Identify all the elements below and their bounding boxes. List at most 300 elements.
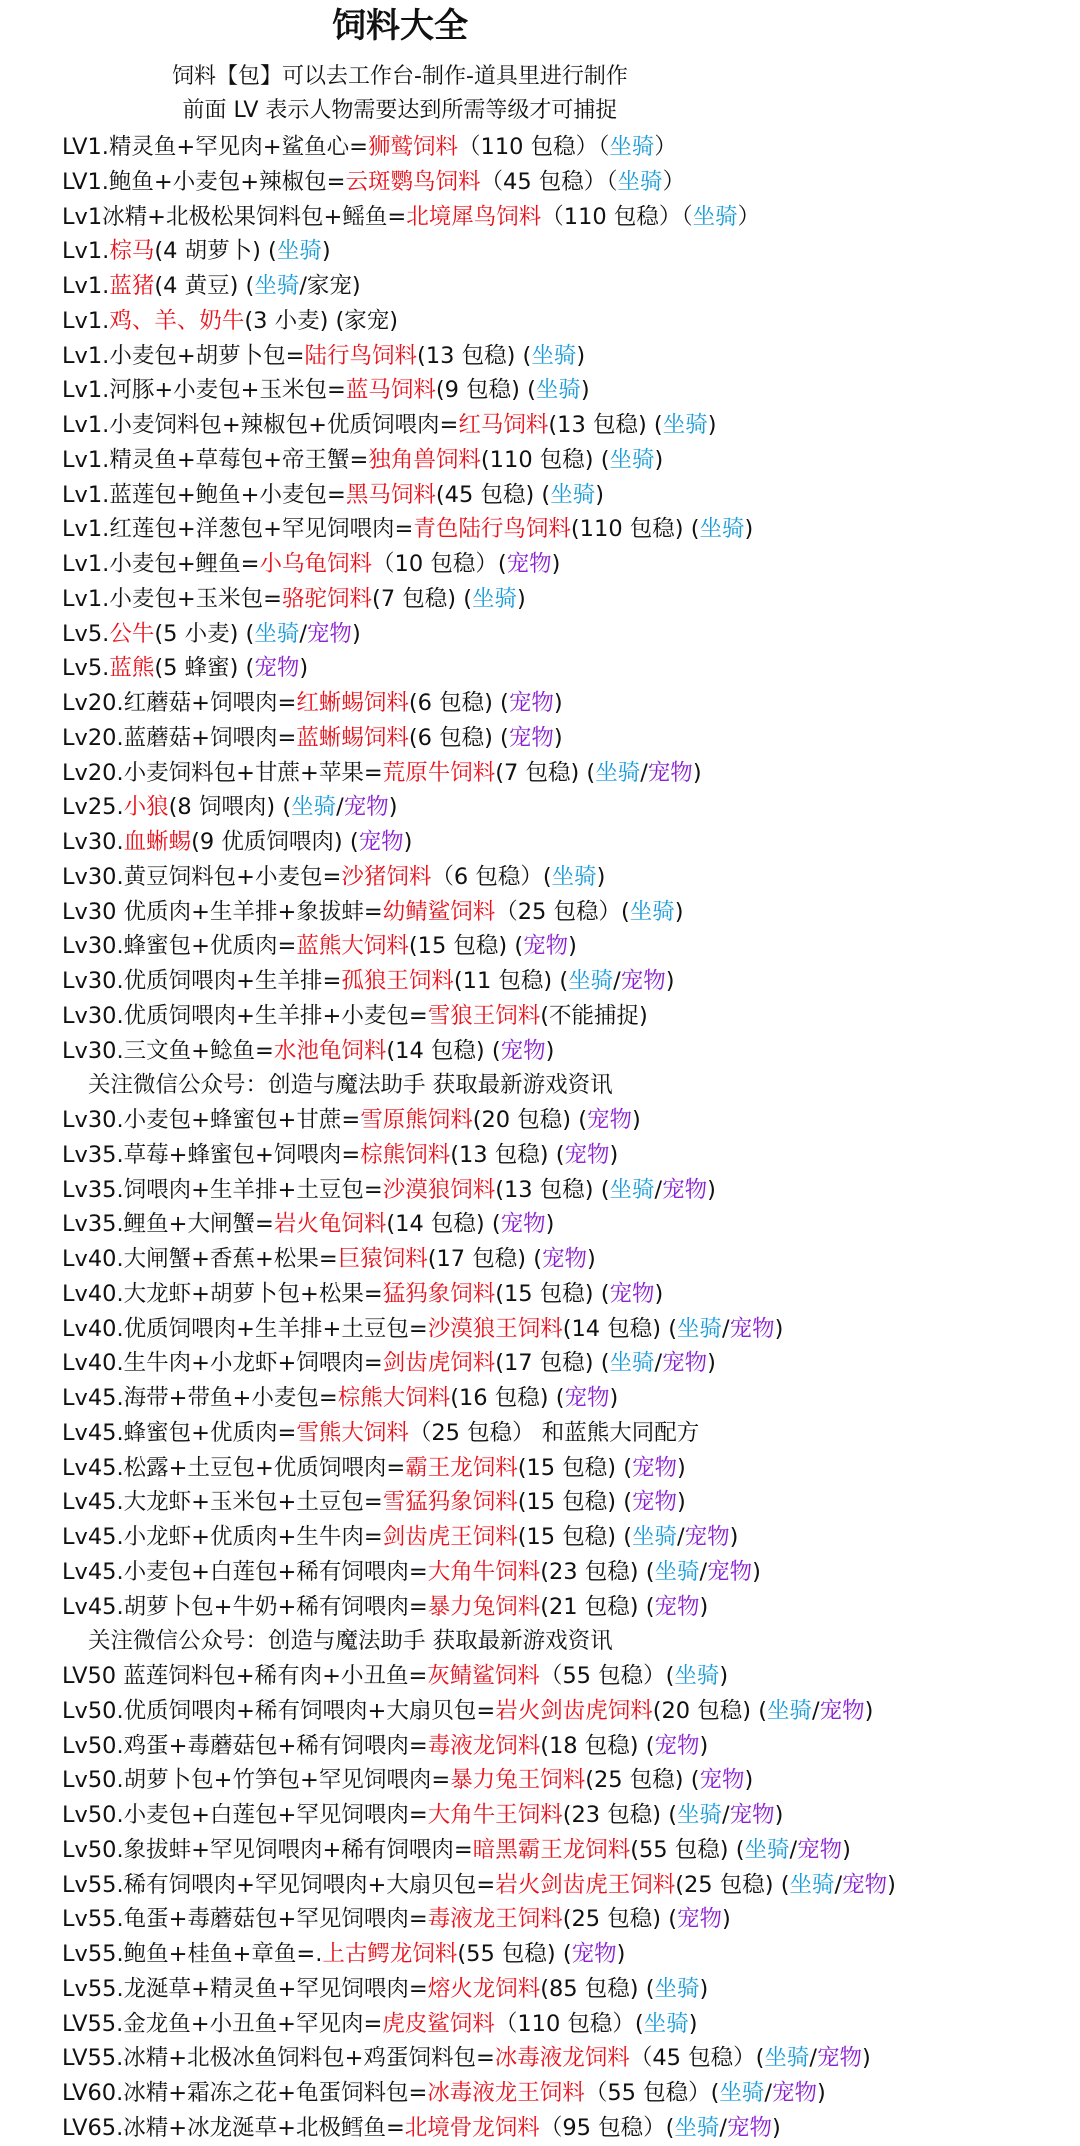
recipe-text: (21 包稳) (: [540, 1593, 655, 1620]
recipe-text: Lv30 优质肉+生羊排+象拔蚌=: [62, 898, 383, 925]
recipe-text: (5 蜂蜜) (: [154, 655, 255, 682]
recipe-row: [62, 1902, 1080, 1937]
feed-name: 小狼: [123, 794, 169, 821]
feed-name: 岩火剑齿虎饲料: [495, 1697, 653, 1724]
recipe-text: ): [545, 1211, 555, 1238]
feed-name: 猛犸象饲料: [382, 1280, 496, 1307]
pet-tag: 宠物: [587, 1107, 633, 1133]
pet-tag: 宠物: [729, 1315, 775, 1342]
feed-name: 虎皮鲨饲料: [382, 2010, 495, 2037]
recipe-row: [62, 1972, 1080, 2007]
pet-tag: 宠物: [506, 551, 552, 577]
recipe-text: （110 包稳）（: [541, 203, 693, 230]
mount-tag: 坐骑: [254, 273, 300, 299]
mount-tag: 坐骑: [654, 1975, 700, 2002]
recipe-text: (15 包稳) (: [517, 1454, 632, 1481]
feed-name: 毒液龙王饲料: [427, 1906, 563, 1933]
feed-name: 灰鲭鲨饲料: [427, 1663, 540, 1689]
mount-tag: 坐骑: [677, 1802, 723, 1828]
pet-tag: 宠物: [662, 1350, 708, 1377]
pet-tag: 宠物: [819, 1697, 865, 1724]
recipe-text: /: [613, 968, 621, 994]
feed-name: 鸡、羊、奶牛: [109, 307, 245, 334]
recipe-text: ): [677, 1489, 686, 1516]
recipe-text: /: [699, 1558, 708, 1585]
recipe-text: (25 包稳) (: [675, 1871, 790, 1898]
recipe-text: /: [764, 2080, 772, 2106]
recipe-text: Lv35.鲤鱼+大闸蟹=: [62, 1211, 274, 1238]
feed-name: 上古鳄龙饲料: [322, 1941, 458, 1967]
recipe-text: （10 包稳）(: [372, 551, 507, 577]
recipe-row: [62, 1868, 1080, 1903]
recipe-text: Lv30.优质饲喂肉+生羊排=: [62, 968, 342, 994]
recipe-text: Lv30.小麦包+蜂蜜包+甘蔗=: [62, 1107, 361, 1133]
recipe-text: Lv30.黄豆饲料包+小麦包=: [62, 863, 342, 890]
feed-name: 巨猿饲料: [337, 1246, 428, 1272]
recipe-text: ): [719, 1663, 729, 1689]
recipe-text: (17 包稳) (: [427, 1246, 542, 1272]
recipe-text: ): [864, 1697, 874, 1724]
recipe-text: (55 包稳) (: [457, 1941, 572, 1967]
recipe-text: ): [665, 968, 675, 994]
recipe-text: Lv1.小麦包+胡萝卜包=: [62, 342, 305, 369]
recipe-row: [62, 130, 1080, 165]
feed-name: 暗黑霸王龙饲料: [472, 1836, 631, 1863]
recipe-text: Lv25.: [62, 794, 124, 821]
recipe-text: ): [699, 1593, 709, 1620]
feed-name: 冰毒液龙王饲料: [427, 2080, 585, 2106]
recipe-text: (25 包稳) (: [585, 1767, 700, 1794]
recipe-text: ): [842, 1836, 851, 1863]
feed-name: 蓝马饲料: [345, 377, 436, 404]
recipe-text: LV55.金龙鱼+小丑鱼+罕见肉=: [62, 2010, 383, 2037]
recipe-text: ): [707, 1176, 716, 1203]
recipe-text: ): [677, 1454, 686, 1481]
pet-tag: 宠物: [343, 794, 389, 821]
recipe-text: Lv45.胡萝卜包+牛奶+稀有饲喂肉=: [62, 1593, 428, 1620]
pet-tag: 宠物: [816, 2045, 862, 2072]
feed-name: 公牛: [109, 620, 155, 647]
recipe-row: [62, 1416, 1080, 1451]
feed-name: 霸王龙饲料: [405, 1454, 518, 1481]
feed-name: 棕熊大饲料: [337, 1385, 451, 1411]
recipe-text: (14 包稳) (: [386, 1037, 501, 1064]
recipe-text: (4 黄豆) (: [154, 273, 255, 299]
recipe-text: Lv30.优质饲喂肉+生羊排+小麦包=: [62, 1002, 428, 1029]
notice-text: 关注微信公众号：创造与魔法助手 获取最新游戏资讯: [88, 1072, 613, 1099]
recipe-row: [62, 1763, 1080, 1798]
recipe-text: Lv45.小龙虾+优质肉+生牛肉=: [62, 1524, 383, 1550]
recipe-text: (110 包稳) (: [480, 446, 610, 473]
recipe-text: Lv55.龙涎草+精灵鱼+罕见饲喂肉=: [62, 1975, 428, 2002]
recipe-text: Lv30.蜂蜜包+优质肉=: [62, 933, 297, 960]
pet-tag: 宠物: [654, 1593, 700, 1620]
pet-tag: 宠物: [632, 1454, 678, 1481]
recipe-text: /: [640, 759, 648, 786]
recipe-text: (15 包稳) (: [495, 1280, 610, 1307]
recipe-row: [62, 478, 1080, 513]
recipe-text: Lv50.优质饲喂肉+稀有饲喂肉+大扇贝包=: [62, 1697, 496, 1724]
feed-name: 熔火龙饲料: [427, 1975, 541, 2002]
mount-tag: 坐骑: [632, 1524, 678, 1550]
recipe-text: Lv45.蜂蜜包+优质肉=: [62, 1419, 297, 1446]
recipe-text: ): [553, 724, 563, 751]
feed-name: 沙漠狼饲料: [382, 1176, 496, 1203]
mount-tag: 坐骑: [535, 377, 581, 404]
recipe-row: [62, 825, 1080, 860]
recipe-row: [62, 964, 1080, 999]
recipe-text: LV50 蓝莲饲料包+稀有肉+小丑鱼=: [62, 1663, 428, 1689]
recipe-row: [62, 1451, 1080, 1486]
subtitle-level-note: 前面 LV 表示人物需要达到所需等级才可捕捉: [182, 98, 618, 123]
recipe-text: Lv1.小麦饲料包+辣椒包+优质饲喂肉=: [62, 412, 459, 438]
recipe-text: ): [517, 585, 526, 612]
recipe-text: ): [587, 1246, 596, 1272]
recipe-row: [62, 1138, 1080, 1173]
feed-name: 云斑鹦鸟饲料: [345, 168, 481, 195]
recipe-row: [62, 1590, 1080, 1625]
pet-tag: 宠物: [684, 1524, 730, 1550]
recipe-row: [62, 547, 1080, 582]
recipe-text: ): [388, 794, 398, 821]
recipe-text: Lv1.: [62, 238, 110, 265]
pet-tag: 宠物: [564, 1385, 610, 1411]
pet-tag: 宠物: [797, 1836, 843, 1863]
recipe-row: [62, 373, 1080, 408]
recipe-text: （55 包稳）(: [584, 2080, 720, 2106]
recipe-text: ): [817, 2080, 826, 2106]
recipe-text: ): [774, 1802, 784, 1828]
mount-tag: 坐骑: [291, 794, 337, 821]
feed-name: 棕马: [109, 238, 155, 265]
feed-name: 雪狼王饲料: [427, 1002, 541, 1029]
recipe-text: ): [632, 1107, 641, 1133]
mount-tag: 坐骑: [643, 2010, 689, 2037]
recipe-text: Lv50.象拔蚌+罕见饲喂肉+稀有饲喂肉=: [62, 1836, 473, 1863]
mount-tag: 坐骑: [550, 481, 596, 508]
mount-tag: 坐骑: [609, 1350, 655, 1377]
pet-tag: 宠物: [254, 655, 300, 682]
recipe-text: ): [654, 1280, 664, 1307]
recipe-text: ): [752, 1558, 761, 1585]
recipe-row: [62, 617, 1080, 652]
recipe-text: (7 包稳) (: [495, 759, 596, 786]
recipe-text: (14 包稳) (: [562, 1315, 677, 1342]
recipe-text: /: [722, 1802, 730, 1828]
recipe-text: ): [568, 933, 577, 960]
recipe-text: Lv1.蓝莲包+鲍鱼+小麦包=: [62, 481, 346, 508]
recipe-text: Lv1.: [62, 307, 110, 334]
recipe-row: [62, 756, 1080, 791]
recipe-text: ): [551, 551, 561, 577]
recipe-text: ): [744, 516, 754, 543]
feed-name: 独角兽饲料: [368, 446, 481, 473]
recipe-text: ): [674, 898, 684, 925]
feed-name: 剑齿虎饲料: [382, 1350, 496, 1377]
recipe-text: Lv45.松露+土豆包+优质饲喂肉=: [62, 1454, 406, 1481]
pet-tag: 宠物: [620, 968, 666, 994]
feed-name: 黑马饲料: [345, 481, 436, 508]
recipe-row: [62, 1242, 1080, 1277]
recipe-row: [62, 999, 1080, 1034]
mount-tag: 坐骑: [595, 759, 641, 786]
recipe-text: Lv45.大龙虾+玉米包+土豆包=: [62, 1489, 383, 1516]
recipe-text: Lv55.鲍鱼+桂鱼+章鱼=.: [62, 1941, 323, 1967]
recipe-text: ): [299, 655, 309, 682]
recipe-text: /: [719, 2114, 727, 2141]
recipe-text: ): [595, 481, 604, 508]
recipe-row: [62, 1381, 1080, 1416]
recipe-text: /: [336, 794, 344, 821]
feed-name: 红马饲料: [458, 412, 549, 438]
recipe-text: (23 包稳) (: [562, 1802, 677, 1828]
pet-tag: 宠物: [508, 724, 554, 751]
recipe-row: [62, 929, 1080, 964]
recipe-row: [62, 1207, 1080, 1242]
recipe-text: Lv1.小麦包+鲤鱼=: [62, 551, 260, 577]
recipe-row: [62, 686, 1080, 721]
recipe-row: [62, 165, 1080, 200]
recipe-text: (20 包稳) (: [472, 1107, 587, 1133]
pet-tag: 宠物: [609, 1280, 655, 1307]
recipe-text: Lv55.龟蛋+毒蘑菇包+罕见饲喂肉=: [62, 1906, 428, 1933]
recipe-text: Lv40.大闸蟹+香蕉+松果=: [62, 1246, 338, 1272]
recipe-row: [62, 1659, 1080, 1694]
pet-tag: 宠物: [726, 2114, 772, 2141]
recipe-text: ): [403, 829, 413, 855]
recipe-text: LV65.冰精+冰龙涎草+北极鳕鱼=: [62, 2114, 405, 2141]
feed-name: 孤狼王饲料: [341, 968, 454, 994]
recipe-text: /: [654, 1350, 663, 1377]
feed-name: 幼鲭鲨饲料: [382, 898, 496, 925]
recipe-text: (9 包稳) (: [435, 377, 536, 404]
recipe-text: ）: [654, 134, 677, 160]
recipe-row: [62, 339, 1080, 374]
recipe-text: ): [729, 1524, 739, 1550]
pet-tag: 宠物: [571, 1941, 617, 1967]
feed-name: 大角牛饲料: [427, 1558, 541, 1585]
recipe-text: ): [774, 1315, 784, 1342]
recipe-text: ): [772, 2114, 781, 2141]
feed-name: 岩火剑齿虎王饲料: [495, 1871, 676, 1898]
recipe-text: (15 包稳) (: [517, 1524, 632, 1550]
recipe-text: (17 包稳) (: [495, 1350, 610, 1377]
feed-name: 水池龟饲料: [273, 1037, 387, 1064]
recipe-row: [62, 512, 1080, 547]
mount-tag: 坐骑: [677, 1315, 723, 1342]
recipe-text: Lv55.稀有饲喂肉+罕见饲喂肉+大扇贝包=: [62, 1871, 496, 1898]
feed-name: 沙猪饲料: [341, 863, 432, 890]
recipe-text: Lv45.海带+带鱼+小麦包=: [62, 1385, 338, 1411]
mount-tag: 坐骑: [789, 1871, 835, 1898]
mount-tag: 坐骑: [617, 168, 663, 195]
mount-tag: 坐骑: [764, 2045, 810, 2072]
recipe-text: Lv20.小麦饲料包+甘蔗+苹果=: [62, 759, 383, 786]
pet-tag: 宠物: [523, 933, 569, 960]
mount-tag: 坐骑: [551, 863, 597, 890]
recipe-text: ）: [737, 203, 761, 230]
feed-name: 血蜥蜴: [123, 829, 192, 855]
recipe-row: [62, 1346, 1080, 1381]
feed-name: 北境犀鸟饲料: [406, 203, 542, 230]
mount-tag: 坐骑: [767, 1697, 813, 1724]
mount-tag: 坐骑: [719, 2080, 765, 2106]
recipe-text: Lv40.生牛肉+小龙虾+饲喂肉=: [62, 1350, 383, 1377]
recipe-row: [62, 1729, 1080, 1764]
mount-tag: 坐骑: [674, 1663, 720, 1689]
recipe-row: [62, 790, 1080, 825]
recipe-row: [62, 1833, 1080, 1868]
recipe-text: ): [699, 1975, 709, 2002]
pet-tag: 宠物: [842, 1871, 888, 1898]
mount-tag: 坐骑: [531, 342, 577, 369]
recipe-text: Lv20.红蘑菇+饲喂肉=: [62, 690, 297, 716]
recipe-row: [62, 269, 1080, 304]
pet-tag: 宠物: [508, 690, 554, 716]
recipe-text: ): [707, 412, 717, 438]
recipe-row: [62, 1694, 1080, 1729]
mount-tag: 坐骑: [472, 585, 518, 612]
recipe-text: （55 包稳）(: [539, 1663, 675, 1689]
recipe-text: Lv1.河豚+小麦包+玉米包=: [62, 377, 346, 404]
recipe-row: [62, 1485, 1080, 1520]
feed-name: 荒原牛饲料: [382, 759, 496, 786]
recipe-text: (11 包稳) (: [453, 968, 569, 994]
recipe-text: ): [609, 1385, 619, 1411]
feed-name: 蓝猪: [109, 273, 155, 299]
feed-name: 蓝熊大饲料: [296, 933, 409, 960]
recipe-text: (13 包稳) (: [417, 342, 532, 369]
recipe-text: （25 包稳）(: [495, 898, 630, 925]
recipe-row: [62, 408, 1080, 443]
recipe-text: (25 包稳) (: [562, 1906, 677, 1933]
pet-tag: 宠物: [699, 1767, 745, 1794]
recipe-text: (18 包稳) (: [540, 1732, 655, 1759]
recipe-text: ): [692, 759, 702, 786]
recipe-text: Lv1.红莲包+洋葱包+罕见饲喂肉=: [62, 516, 414, 543]
recipe-text: (85 包稳) (: [540, 1975, 655, 2002]
recipe-text: (13 包稳) (: [495, 1176, 610, 1203]
recipe-text: Lv50.小麦包+白莲包+罕见饲喂肉=: [62, 1802, 428, 1828]
recipe-text: Lv20.蓝蘑菇+饲喂肉=: [62, 724, 297, 751]
feed-recipe-list: [62, 130, 1080, 2146]
feed-name: 岩火龟饲料: [273, 1211, 387, 1238]
pet-tag: 宠物: [564, 1141, 610, 1168]
recipe-text: Lv30.三文鱼+鲶鱼=: [62, 1037, 274, 1064]
recipe-text: （6 包稳）(: [431, 863, 552, 890]
recipe-row: [62, 2111, 1080, 2146]
pet-tag: 宠物: [707, 1558, 753, 1585]
recipe-text: ): [616, 1941, 626, 1967]
mount-tag: 坐骑: [692, 203, 738, 230]
recipe-text: /家宠): [299, 273, 361, 299]
mount-tag: 坐骑: [609, 134, 655, 160]
recipe-text: Lv1.: [62, 273, 110, 299]
recipe-text: (不能捕捉): [540, 1002, 648, 1029]
recipe-text: (3 小麦) (家宠): [244, 307, 399, 334]
recipe-row: [62, 304, 1080, 339]
pet-tag: 宠物: [771, 2080, 817, 2106]
recipe-text: LV55.冰精+北极冰鱼饲料包+鸡蛋饲料包=: [62, 2045, 495, 2072]
notice-text: 关注微信公众号：创造与魔法助手 获取最新游戏资讯: [88, 1628, 613, 1655]
recipe-text: (55 包稳) (: [630, 1836, 745, 1863]
recipe-text: （110 包稳）（: [458, 134, 610, 160]
recipe-row: [62, 582, 1080, 617]
recipe-row: [62, 721, 1080, 756]
mount-tag: 坐骑: [654, 1558, 700, 1585]
feed-name: 毒液龙饲料: [427, 1732, 541, 1759]
mount-tag: 坐骑: [662, 412, 708, 438]
recipe-text: ): [580, 377, 590, 404]
recipe-text: /: [809, 2045, 817, 2072]
recipe-text: (7 包稳) (: [372, 585, 473, 612]
feed-name: 冰毒液龙饲料: [494, 2045, 630, 2072]
recipe-text: Lv40.优质饲喂肉+生羊排+土豆包=: [62, 1315, 428, 1342]
mount-tag: 坐骑: [568, 968, 614, 994]
recipe-text: /: [789, 1836, 798, 1863]
recipe-text: （45 包稳）(: [629, 2045, 765, 2072]
pet-tag: 宠物: [542, 1246, 588, 1272]
recipe-text: ): [576, 342, 586, 369]
recipe-text: Lv35.饲喂肉+生羊排+土豆包=: [62, 1176, 383, 1203]
recipe-row: [62, 651, 1080, 686]
feed-name: 暴力兔王饲料: [450, 1767, 586, 1794]
mount-tag: 坐骑: [609, 446, 655, 473]
recipe-text: /: [834, 1871, 843, 1898]
recipe-row: [62, 1277, 1080, 1312]
feed-name: 雪猛犸象饲料: [382, 1489, 518, 1516]
feed-name: 沙漠狼王饲料: [427, 1315, 563, 1342]
pet-tag: 宠物: [677, 1906, 723, 1933]
subtitle-crafting-note: 饲料【包】可以去工作台-制作-道具里进行制作: [172, 64, 628, 89]
pet-tag: 宠物: [654, 1732, 700, 1759]
pet-tag: 宠物: [500, 1037, 546, 1064]
recipe-text: Lv5.: [62, 620, 110, 647]
recipe-text: (16 包稳) (: [450, 1385, 565, 1411]
recipe-text: Lv1.小麦包+玉米包=: [62, 585, 283, 612]
pet-tag: 宠物: [729, 1802, 775, 1828]
recipe-text: ): [553, 690, 563, 716]
mount-tag: 坐骑: [276, 238, 322, 265]
recipe-row: [62, 234, 1080, 269]
feed-name: 雪熊大饲料: [296, 1419, 409, 1446]
recipe-text: ): [887, 1871, 896, 1898]
recipe-text: (45 包稳) (: [435, 481, 551, 508]
recipe-text: Lv1冰精+北极松果饲料包+鳐鱼=: [62, 203, 407, 230]
mount-tag: 坐骑: [744, 1836, 790, 1863]
pet-tag: 宠物: [306, 620, 352, 647]
recipe-text: LV1.精灵鱼+罕见肉+鲨鱼心=: [62, 134, 368, 160]
mount-tag: 坐骑: [629, 898, 675, 925]
recipe-row: [62, 1034, 1080, 1069]
recipe-text: Lv5.: [62, 655, 110, 682]
recipe-text: /: [677, 1524, 685, 1550]
recipe-text: （95 包稳）(: [539, 2114, 675, 2141]
feed-name: 红蜥蜴饲料: [296, 690, 409, 716]
recipe-text: (15 包稳) (: [408, 933, 524, 960]
recipe-text: ): [545, 1037, 555, 1064]
recipe-text: Lv1.精灵鱼+草莓包+帝王蟹=: [62, 446, 369, 473]
recipe-row: [62, 860, 1080, 895]
recipe-text: ): [596, 863, 606, 890]
feed-name: 青色陆行鸟饲料: [413, 516, 571, 543]
recipe-text: （45 包稳）（: [480, 168, 618, 195]
recipe-row: [62, 1312, 1080, 1347]
recipe-text: (13 包稳) (: [450, 1141, 565, 1168]
recipe-text: (6 包稳) (: [408, 690, 509, 716]
recipe-text: /: [812, 1697, 820, 1724]
recipe-text: LV60.冰精+霜冻之花+龟蛋饲料包=: [62, 2080, 428, 2106]
